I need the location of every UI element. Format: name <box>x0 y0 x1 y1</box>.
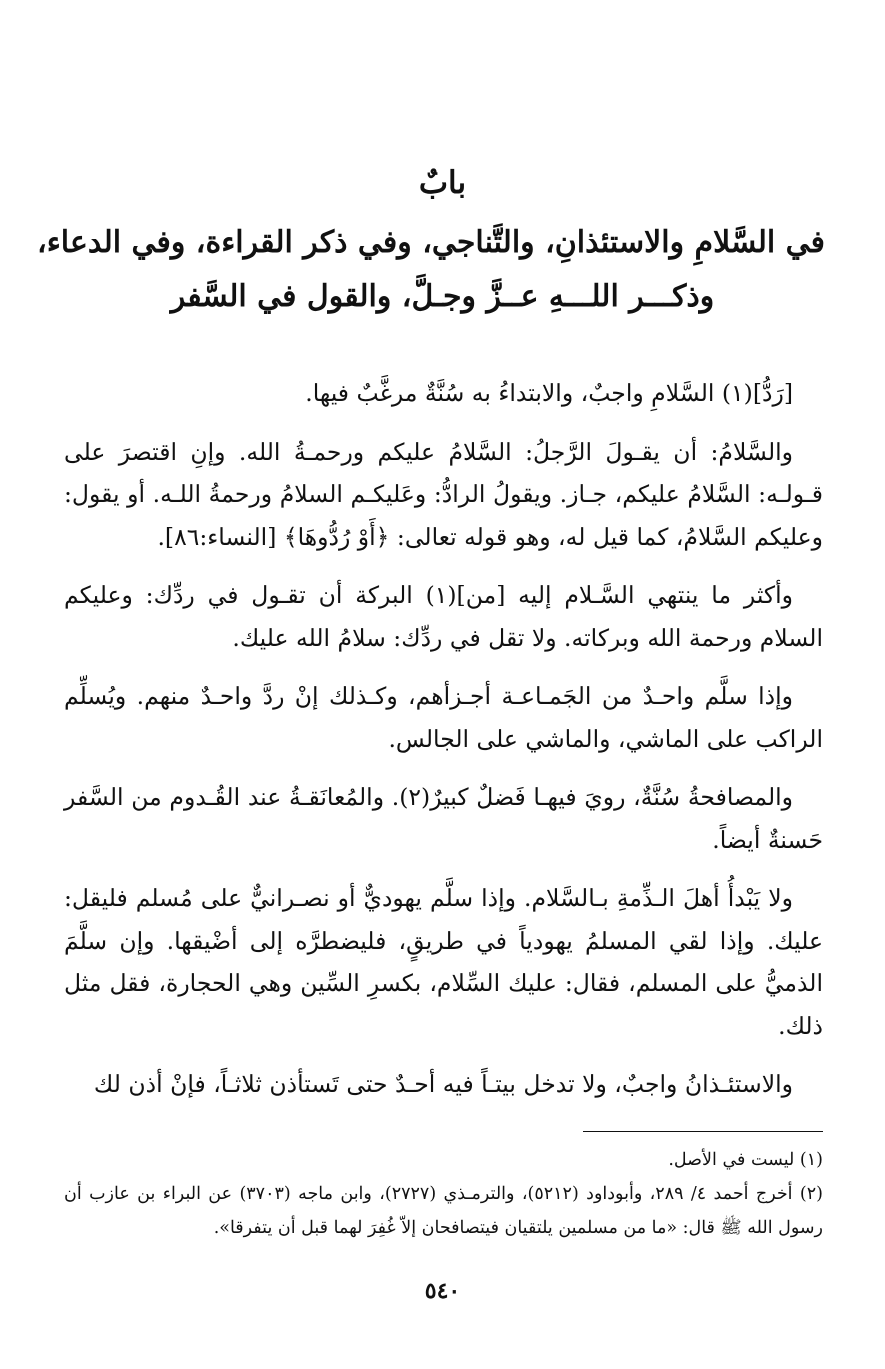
chapter-heading <box>37 150 825 324</box>
paragraph: ولا يَبْدأُ أهلَ الـذِّمةِ بـالسَّلام. وإذا سلَّم يهوديٌّ أو نصـرانيٌّ على مُسلم فليقل: عليك. وإذا لقي المسلمُ يهودياً في طريقٍ، فليضطرَّه إلى أضْيقها. وإن سلَّمَ الذميُّ على المسلم، فقال: عليك السِّلام، بكسرِ السِّين وهي الحجارة، فقل مثل ذلك. <box>64 884 823 1040</box>
paragraph: [رَدُّ](١) السَّلامِ واجبٌ، والابتداءُ به سُنَّةٌ مرغَّبٌ فيها. <box>305 379 793 407</box>
main-text <box>64 372 823 1122</box>
footnote: (١) ليست في الأصل. <box>668 1150 823 1170</box>
paragraph: والاستئـذانُ واجبٌ، ولا تدخل بيتـاً فيه أحـدٌ حتى تَستأذن ثلاثـاً، فإنْ أذن لك <box>93 1070 793 1098</box>
chapter-title-line-2: وذكـــر اللـــهِ عــزَّ وجـلَّ، والقول في السَّفر <box>170 279 715 314</box>
paragraph: والمصافحةُ سُنَّةٌ، رويَ فيهـا فَضلٌ كبيرٌ(٢). والمُعانَقـةُ عند القُـدوم من السَّفر حَسنةٌ أيضاً. <box>64 783 823 854</box>
page-number: ٥٤٠ <box>424 1278 461 1304</box>
footnote: (٢) أخرج أحمد ٤/ ٢٨٩، وأبوداود (٥٢١٢)، والترمـذي (٢٧٢٧)، وابن ماجه (٣٧٠٣) عن البراء بن عازب أن رسول الله ﷺ قال: «ما من مسلمين يلتقيان فيتصافحان إلاّ غُفِرَ لهما قبل أن يتفرقا». <box>64 1184 823 1238</box>
paragraph: وإذا سلَّم واحـدٌ من الجَمـاعـة أجـزأهم، وكـذلك إنْ ردَّ واحـدٌ منهم. ويُسلِّم الراكب على الماشي، والماشي على الجالس. <box>64 682 823 753</box>
footnote-divider <box>583 1131 823 1132</box>
footnotes <box>64 1143 823 1245</box>
paragraph: والسَّلامُ: أن يقـولَ الرَّجلُ: السَّلامُ عليكم ورحمـةُ الله. وإنِ اقتصرَ على قـولـه: السَّلامُ عليكم، جـاز. ويقولُ الرادُّ: وعَليكـم السلامُ ورحمةُ اللـه. أو يقول: وعليكم السَّلامُ، كما قيل له، وهو قوله تعالى: ﴿أَوْ رُدُّوهَا﴾ [النساء:٨٦]. <box>64 437 823 551</box>
paragraph: وأكثر ما ينتهي السَّـلام إليه [من](١) البركة أن تقـول في ردِّك: وعليكم السلام ورحمة الله وبركاته. ولا تقل في ردِّك: سلامُ الله عليك. <box>64 581 823 652</box>
chapter-label: بابٌ <box>418 165 467 201</box>
chapter-title-line-1: في السَّلامِ والاستئذانِ، والتَّناجي، وفي ذكر القراءة، وفي الدعاء، <box>37 225 825 260</box>
